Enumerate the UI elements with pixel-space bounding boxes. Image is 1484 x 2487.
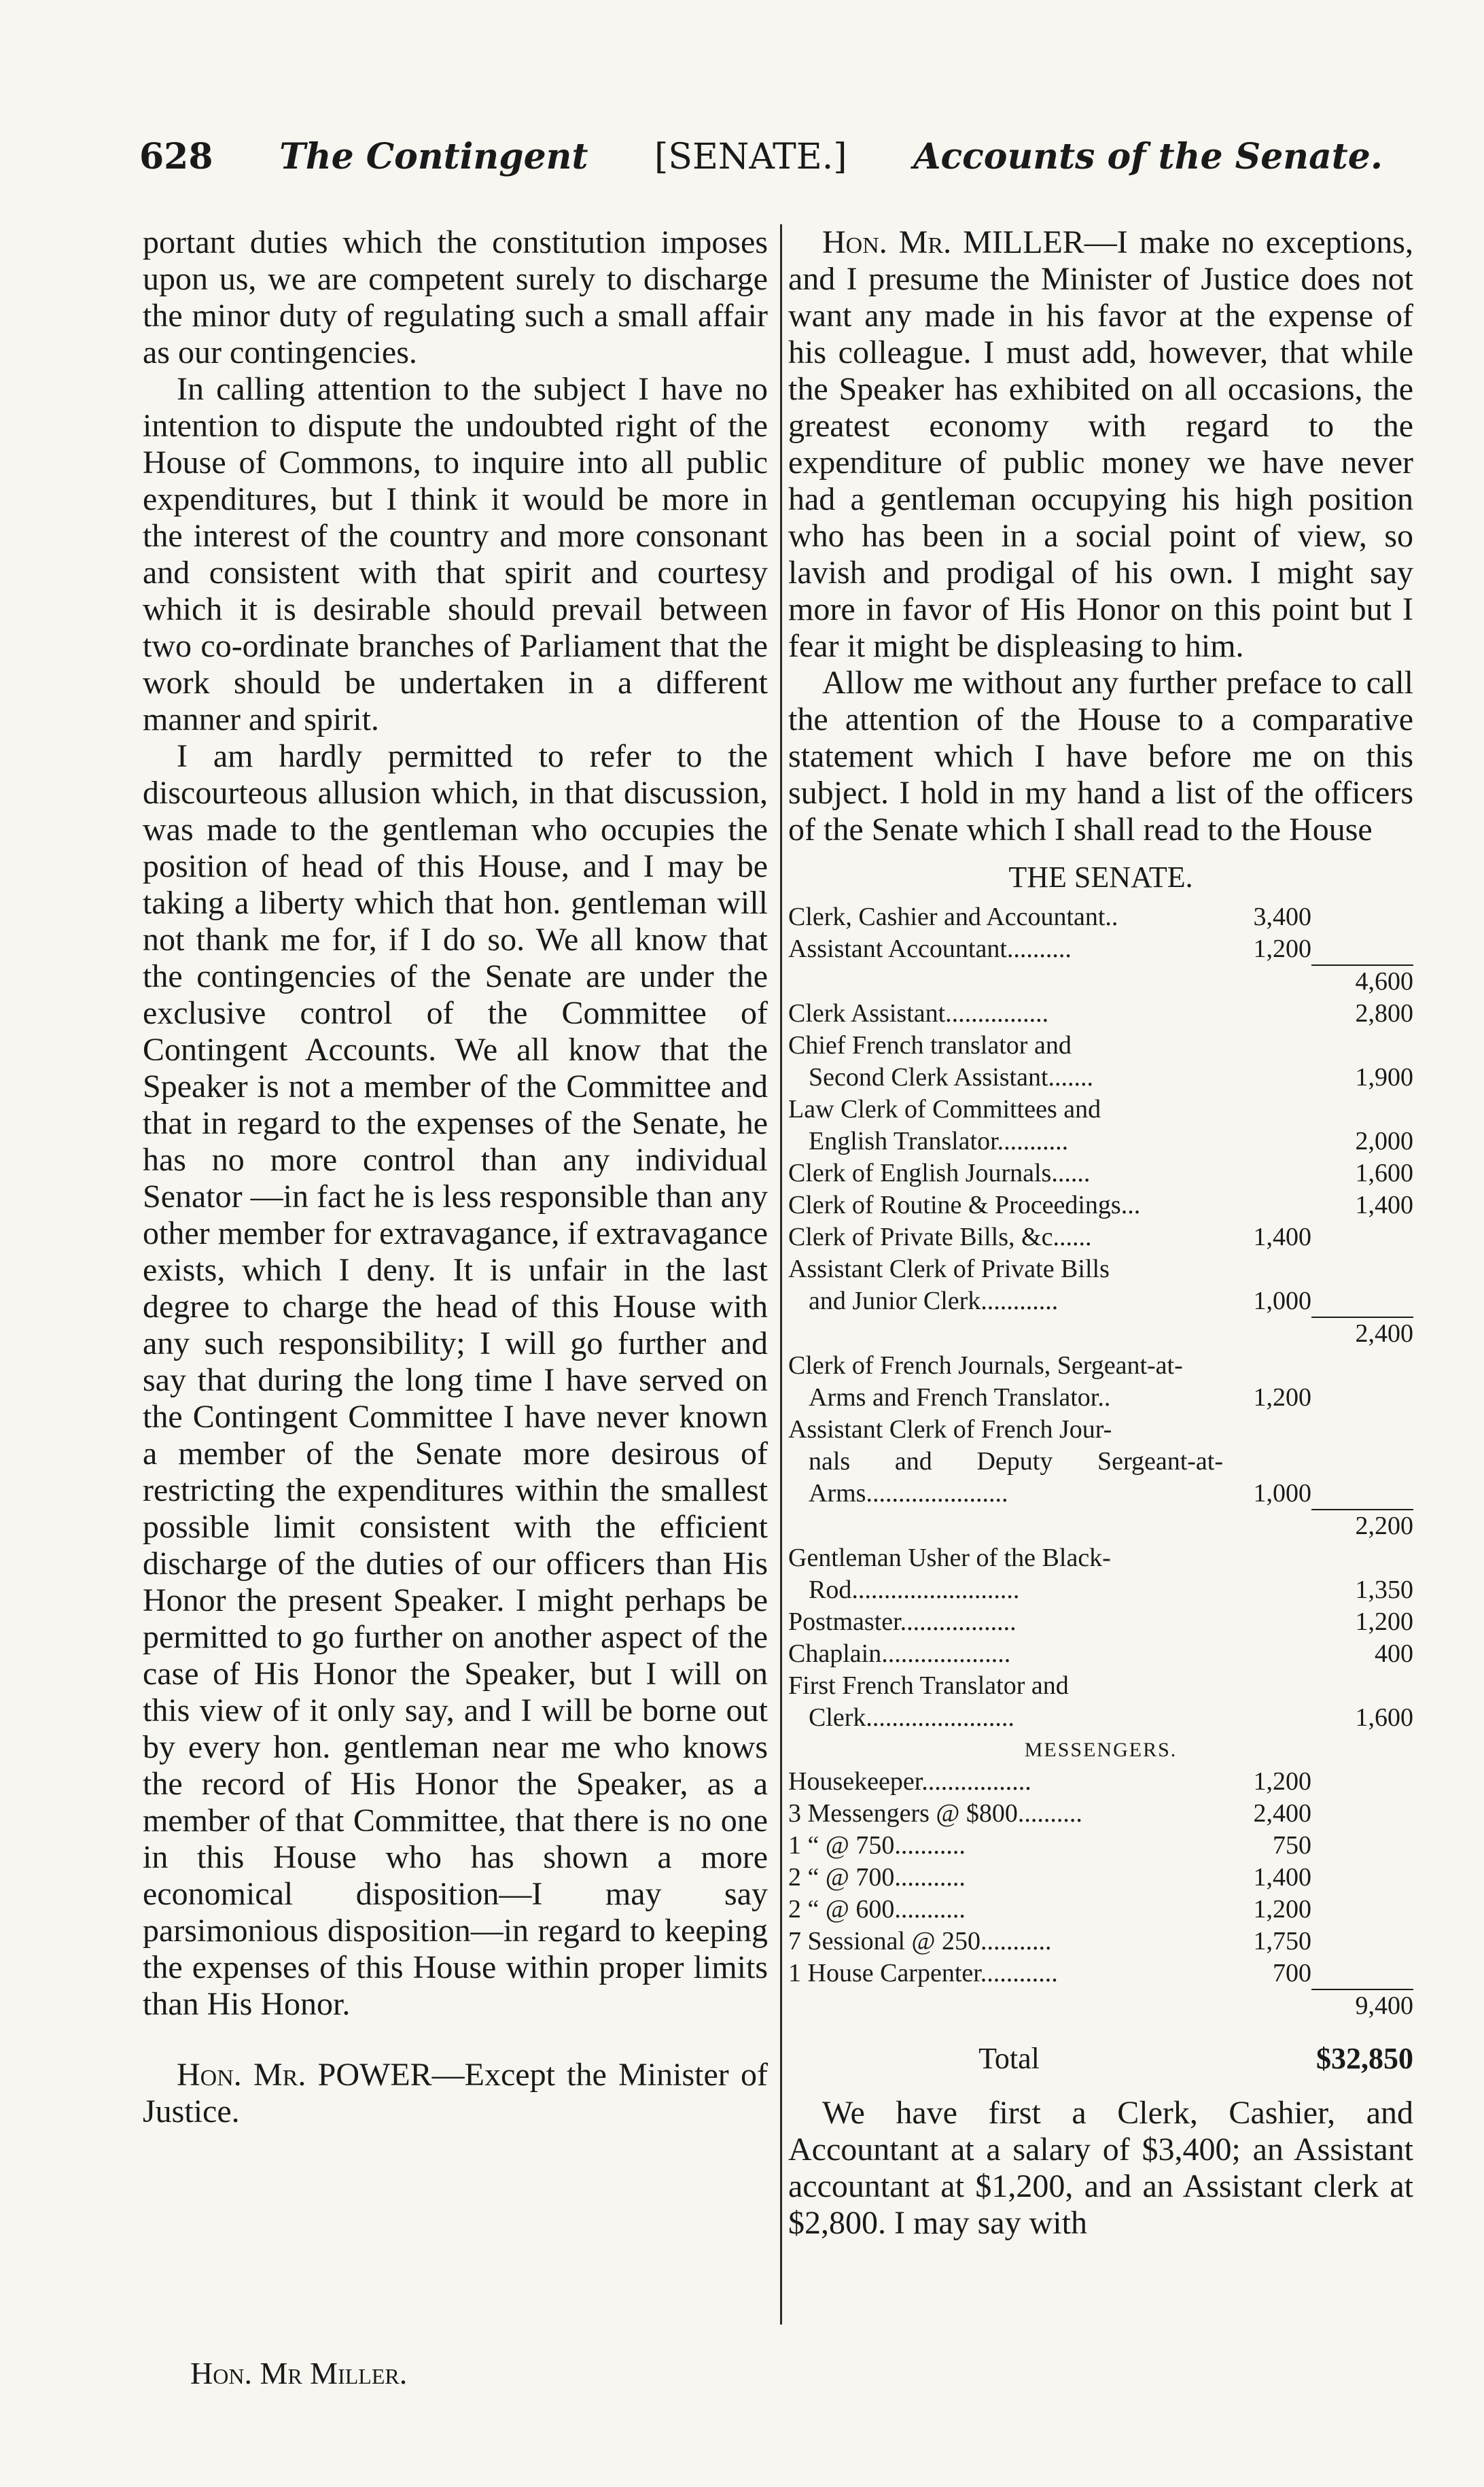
row-subtotal xyxy=(1311,1926,1413,1958)
row-amount xyxy=(1230,998,1311,1030)
row-subtotal xyxy=(1311,1766,1413,1798)
table-row xyxy=(788,965,1413,998)
total-label: Total xyxy=(978,2042,1040,2075)
row-amount: 700 xyxy=(1273,1959,1311,1987)
row-subtotal: 2,800 xyxy=(1355,999,1413,1028)
left-column xyxy=(143,224,768,2130)
row-label: 7 Sessional @ 250........... xyxy=(788,1927,1052,1955)
row-label xyxy=(788,1317,1230,1350)
speech-text: —I make no exceptions, and I presume the Minister of Justice does not want any made in his favor at the expense of his colleague. I must add, however, that while the Speaker has exhibited on all occasions, the greatest economy with regard to the expenditure of public money we have never had a gentleman occupying his high position who has been in a social point of view, so lavish and prodigal of his own. I might say more in favor of His Honor on this point but I fear it might be displeasing to him. xyxy=(788,224,1413,664)
row-label: 1 “ @ 750........... xyxy=(788,1831,966,1860)
row-amount xyxy=(1230,1030,1311,1094)
row-label: Law Clerk of Committees and English Translator........... xyxy=(788,1095,1101,1155)
row-amount xyxy=(1230,1542,1311,1606)
row-amount: 1,000 xyxy=(1253,1287,1311,1315)
row-amount: 750 xyxy=(1273,1831,1311,1860)
table-row xyxy=(788,1542,1413,1606)
row-amount: 1,200 xyxy=(1253,935,1311,963)
row-label: Clerk, Cashier and Accountant.. xyxy=(788,903,1118,931)
row-label: Clerk of French Journals, Sergeant-at- Arms and French Translator.. xyxy=(788,1351,1183,1412)
row-amount: 1,200 xyxy=(1253,1895,1311,1924)
row-subtotal xyxy=(1311,1350,1413,1414)
table-row xyxy=(788,1414,1413,1510)
row-subtotal xyxy=(1311,1414,1413,1510)
table-row xyxy=(788,1189,1413,1221)
row-subtotal xyxy=(1311,1253,1413,1317)
row-amount: 3,400 xyxy=(1253,903,1311,931)
row-amount xyxy=(1230,1158,1311,1189)
row-amount xyxy=(1230,1317,1311,1350)
row-label: 3 Messengers @ $800.......... xyxy=(788,1799,1082,1828)
row-label: 2 “ @ 700........... xyxy=(788,1863,966,1892)
table-row xyxy=(788,1638,1413,1670)
row-subtotal: 1,400 xyxy=(1355,1191,1413,1219)
row-subtotal xyxy=(1311,1221,1413,1253)
row-amount xyxy=(1230,1606,1311,1638)
table-row xyxy=(788,1350,1413,1414)
table-row xyxy=(788,933,1413,965)
left-paragraph: In calling attention to the subject I have no intention to dispute the undoubted right of the House of Commons, to inquire into all public expenditures, but I think it would be more in the interest of the country and more consonant and consistent with that spirit and courtesy which it is desirable should prevail between two co-ordinate branches of Parliament that the work should be undertaken in a different manner and spirit. xyxy=(143,371,768,737)
header-left-title: The Contingent xyxy=(279,136,588,177)
total-row xyxy=(788,2022,1413,2074)
speech-text: —Except the Minister of Justice. xyxy=(143,2057,768,2129)
table-row xyxy=(788,1158,1413,1189)
table-row xyxy=(788,1894,1413,1926)
table-row xyxy=(788,1958,1413,1989)
running-header xyxy=(139,136,1383,197)
row-label: Chaplain.................... xyxy=(788,1639,1011,1668)
table-row xyxy=(788,1030,1413,1094)
row-subtotal: 1,200 xyxy=(1355,1607,1413,1636)
messengers-heading-row xyxy=(788,1734,1413,1766)
page-number: 628 xyxy=(139,136,213,177)
row-amount: 1,400 xyxy=(1253,1863,1311,1892)
row-subtotal: 400 xyxy=(1375,1639,1413,1668)
row-subtotal: 2,000 xyxy=(1355,1127,1413,1155)
row-label: Postmaster.................. xyxy=(788,1607,1017,1636)
row-amount xyxy=(1230,1189,1311,1221)
table-row xyxy=(788,1798,1413,1830)
right-paragraph: Allow me without any further preface to call the attention of the House to a comparative statement which I have before me on this subject. I hold in my hand a list of the officers of the Senate which I shall read to the House xyxy=(788,665,1413,848)
row-subtotal: 1,350 xyxy=(1355,1576,1413,1604)
row-subtotal: 4,600 xyxy=(1311,965,1413,998)
row-subtotal: 2,200 xyxy=(1311,1510,1413,1542)
row-subtotal xyxy=(1311,933,1413,965)
row-label: Housekeeper................. xyxy=(788,1767,1031,1796)
table-row xyxy=(788,1510,1413,1542)
table-title: THE SENATE. xyxy=(1008,860,1193,894)
header-center-title: [SENATE.] xyxy=(654,137,847,177)
row-subtotal xyxy=(1311,1894,1413,1926)
messengers-heading: MESSENGERS. xyxy=(1024,1739,1178,1761)
row-subtotal: 1,900 xyxy=(1355,1063,1413,1092)
row-label: Clerk of Private Bills, &c...... xyxy=(788,1223,1092,1251)
row-label: Assistant Clerk of French Jour- nals and Deputy Sergeant-at-Arms...................... xyxy=(788,1415,1223,1508)
table-row xyxy=(788,998,1413,1030)
table-row xyxy=(788,1606,1413,1638)
row-amount: 1,750 xyxy=(1253,1927,1311,1955)
row-label: Clerk of English Journals...... xyxy=(788,1159,1091,1187)
table-row xyxy=(788,1862,1413,1894)
right-column xyxy=(788,224,1413,2242)
table-row xyxy=(788,901,1413,933)
row-subtotal: 1,600 xyxy=(1355,1703,1413,1732)
table-row xyxy=(788,1830,1413,1862)
header-right-title: Accounts of the Senate. xyxy=(913,136,1383,177)
table-row xyxy=(788,1253,1413,1317)
table-row xyxy=(788,1317,1413,1350)
row-label: Clerk Assistant................ xyxy=(788,999,1049,1028)
messengers-subtotal: 9,400 xyxy=(1311,1989,1413,2022)
table-row xyxy=(788,1094,1413,1158)
row-label xyxy=(788,965,1230,998)
total-value: $32,850 xyxy=(1316,2042,1413,2075)
row-label: Assistant Clerk of Private Bills and Junior Clerk............ xyxy=(788,1255,1110,1315)
senate-accounts-table xyxy=(788,901,1413,2074)
page-footer: Hon. Mr Miller. xyxy=(190,2356,408,2390)
row-amount xyxy=(1230,1670,1311,1734)
right-paragraph: We have first a Clerk, Cashier, and Accountant at a salary of $3,400; an Assistant accountant at $1,200, and an Assistant clerk at $2,800. I may say with xyxy=(788,2095,1413,2241)
row-subtotal xyxy=(1311,1830,1413,1862)
miller-speech xyxy=(788,224,1413,665)
row-subtotal: 2,400 xyxy=(1311,1317,1413,1350)
row-amount xyxy=(1230,965,1311,998)
row-subtotal xyxy=(1311,1862,1413,1894)
row-label: Gentleman Usher of the Black- Rod.......................... xyxy=(788,1544,1111,1604)
speaker-name: Hon. Mr. MILLER xyxy=(822,224,1084,260)
row-subtotal xyxy=(1311,1958,1413,1989)
row-amount: 1,000 xyxy=(1253,1479,1311,1508)
row-amount: 1,400 xyxy=(1253,1223,1311,1251)
row-label xyxy=(788,1510,1230,1542)
left-paragraph: I am hardly permitted to refer to the discourteous allusion which, in that discussion, was made to the gentleman who occupies the position of head of this House, and I may be taking a liberty which that hon. gentleman will not thank me for, if I do so. We all know that the contingencies of the Senate are under the exclusive control of the Committee of Contingent Accounts. We all know that the Speaker is not a member of the Committee and that in regard to the expenses of the Senate, he has no more control than any individual Senator —in fact he is less responsible than any other member for extravagance, if extravagance exists, which I deny. It is unfair in the last degree to charge the head of this House with any such responsibility; I will go further and say that during the long time I have served on the Contingent Committee I have never known a member of the Senate more desirous of restricting the expenditures within the smallest possible limit consistent with the efficient discharge of the duties of our officers than His Honor the present Speaker. I might perhaps be permitted to go further on another aspect of the case of His Honor the Speaker, but I will on this view of it only say, and I will be borne out by every hon. gentleman near me who knows the record of His Honor the Speaker, as a member of that Committee, that there is no one in this House who has shown a more economical disposition—I may say parsimonious disposition—in regard to keeping the expenses of this House within proper limits than His Honor. xyxy=(143,738,768,2022)
row-amount: 1,200 xyxy=(1253,1383,1311,1412)
table-row xyxy=(788,1926,1413,1958)
row-subtotal: 1,600 xyxy=(1355,1159,1413,1187)
speaker-name: Hon. Mr. POWER xyxy=(177,2057,432,2093)
row-label: Assistant Accountant.......... xyxy=(788,935,1072,963)
row-label: First French Translator and Clerk....................... xyxy=(788,1671,1069,1732)
power-speech xyxy=(143,2057,768,2130)
row-subtotal xyxy=(1311,1798,1413,1830)
row-label: 2 “ @ 600........... xyxy=(788,1895,966,1924)
row-label: Chief French translator and Second Clerk Assistant....... xyxy=(788,1031,1094,1092)
row-amount xyxy=(1230,1094,1311,1158)
table-row xyxy=(788,1670,1413,1734)
messengers-subtotal-row xyxy=(788,1989,1413,2022)
row-amount xyxy=(1230,1510,1311,1542)
column-divider xyxy=(780,224,782,2325)
table-row xyxy=(788,1221,1413,1253)
row-label: Clerk of Routine & Proceedings... xyxy=(788,1191,1141,1219)
row-amount: 1,200 xyxy=(1253,1767,1311,1796)
row-amount xyxy=(1230,1638,1311,1670)
row-amount: 2,400 xyxy=(1253,1799,1311,1828)
table-row xyxy=(788,1766,1413,1798)
row-label: 1 House Carpenter............ xyxy=(788,1959,1058,1987)
left-paragraph: portant duties which the constitution imposes upon us, we are competent surely to discharge the minor duty of regulating such a small affair as our contingencies. xyxy=(143,224,768,370)
row-subtotal xyxy=(1311,901,1413,933)
